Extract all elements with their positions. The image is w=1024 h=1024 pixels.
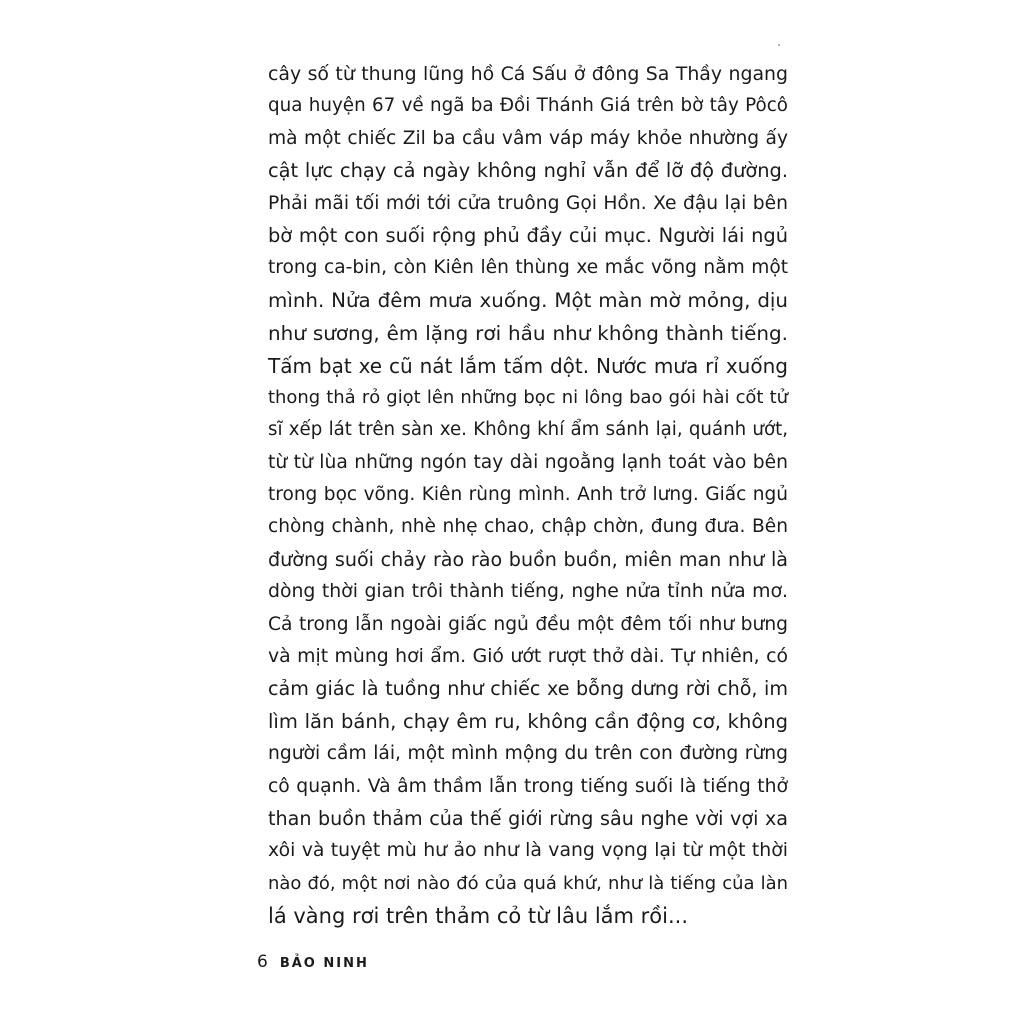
text-line: lìm lăn bánh, chạy êm ru, không cần động cơ, không bbox=[268, 709, 788, 733]
text-line: trong ca-bin, còn Kiên lên thùng xe mắc võng nằm một bbox=[268, 257, 788, 279]
text-line: thong thả rỏ giọt lên những bọc ni lông bao gói hài cốt tử bbox=[268, 386, 788, 408]
text-line: và mịt mùng hơi ẩm. Gió ướt rượt thở dài. Tự nhiên, có bbox=[268, 646, 788, 668]
text-line: mình. Nửa đêm mưa xuống. Một màn mờ mỏng, dịu bbox=[268, 288, 788, 312]
text-line: Tấm bạt xe cũ nát lắm tấm dột. Nước mưa rỉ xuống bbox=[268, 353, 788, 378]
text-line: xôi và tuyệt mù hư ảo như là vang vọng lại từ một thời bbox=[268, 840, 788, 862]
text-line: trong bọc võng. Kiên rùng mình. Anh trở lưng. Giấc ngủ bbox=[268, 484, 788, 506]
text-line: Cả trong lẫn ngoài giấc ngủ đều một đêm tối như bưng bbox=[268, 613, 788, 635]
text-line: bờ một con suối rộng phủ đầy củi mục. Người lái ngủ bbox=[268, 223, 788, 247]
text-line: nào đó, một nơi nào đó của quá khứ, như là tiếng của làn bbox=[268, 872, 788, 894]
text-line: cật lực chạy cả ngày không nghỉ vẫn để lỡ độ đường. bbox=[268, 159, 788, 183]
text-line: như sương, êm lặng rơi hầu như không thành tiếng. bbox=[268, 321, 788, 346]
text-line: sĩ xếp lát trên sàn xe. Không khí ẩm sánh lại, quánh ướt, bbox=[268, 419, 788, 441]
text-line: từ từ lùa những ngón tay dài ngoằng lạnh toát vào bên bbox=[268, 451, 788, 473]
text-line: cô quạnh. Và âm thầm lẫn trong tiếng suối là tiếng thở bbox=[268, 775, 788, 797]
text-line: chòng chành, nhè nhẹ chao, chập chờn, đung đưa. Bên bbox=[268, 516, 788, 538]
text-line: qua huyện 67 về ngã ba Đồi Thánh Giá trên bờ tây Pôcô bbox=[268, 95, 788, 117]
body-text bbox=[268, 58, 788, 933]
page-number: 6 bbox=[257, 952, 268, 972]
paper-speck bbox=[778, 44, 780, 46]
text-line: mà một chiếc Zil ba cầu vâm váp máy khỏe nhường ấy bbox=[268, 127, 788, 149]
text-line: người cầm lái, một mình mộng du trên con đường rừng bbox=[268, 743, 788, 765]
text-line: Phải mãi tối mới tới cửa truông Gọi Hồn. Xe đậu lại bên bbox=[268, 192, 788, 214]
text-line: đường suối chảy rào rào buồn buồn, miên man như là bbox=[268, 547, 788, 571]
running-footer-author: BẢO NINH bbox=[279, 956, 369, 971]
text-line: than buồn thảm của thế giới rừng sâu nghe vời vợi xa bbox=[268, 806, 788, 830]
text-line: cảm giác là tuồng như chiếc xe bỗng dưng rời chỗ, im bbox=[268, 677, 788, 701]
text-line: cây số từ thung lũng hồ Cá Sấu ở đông Sa Thầy ngang bbox=[268, 63, 788, 85]
page-footer bbox=[257, 952, 369, 972]
text-line: lá vàng rơi trên thảm cỏ từ lâu lắm rồi... bbox=[268, 904, 688, 929]
text-line: dòng thời gian trôi thành tiếng, nghe nửa tỉnh nửa mơ. bbox=[268, 581, 788, 603]
